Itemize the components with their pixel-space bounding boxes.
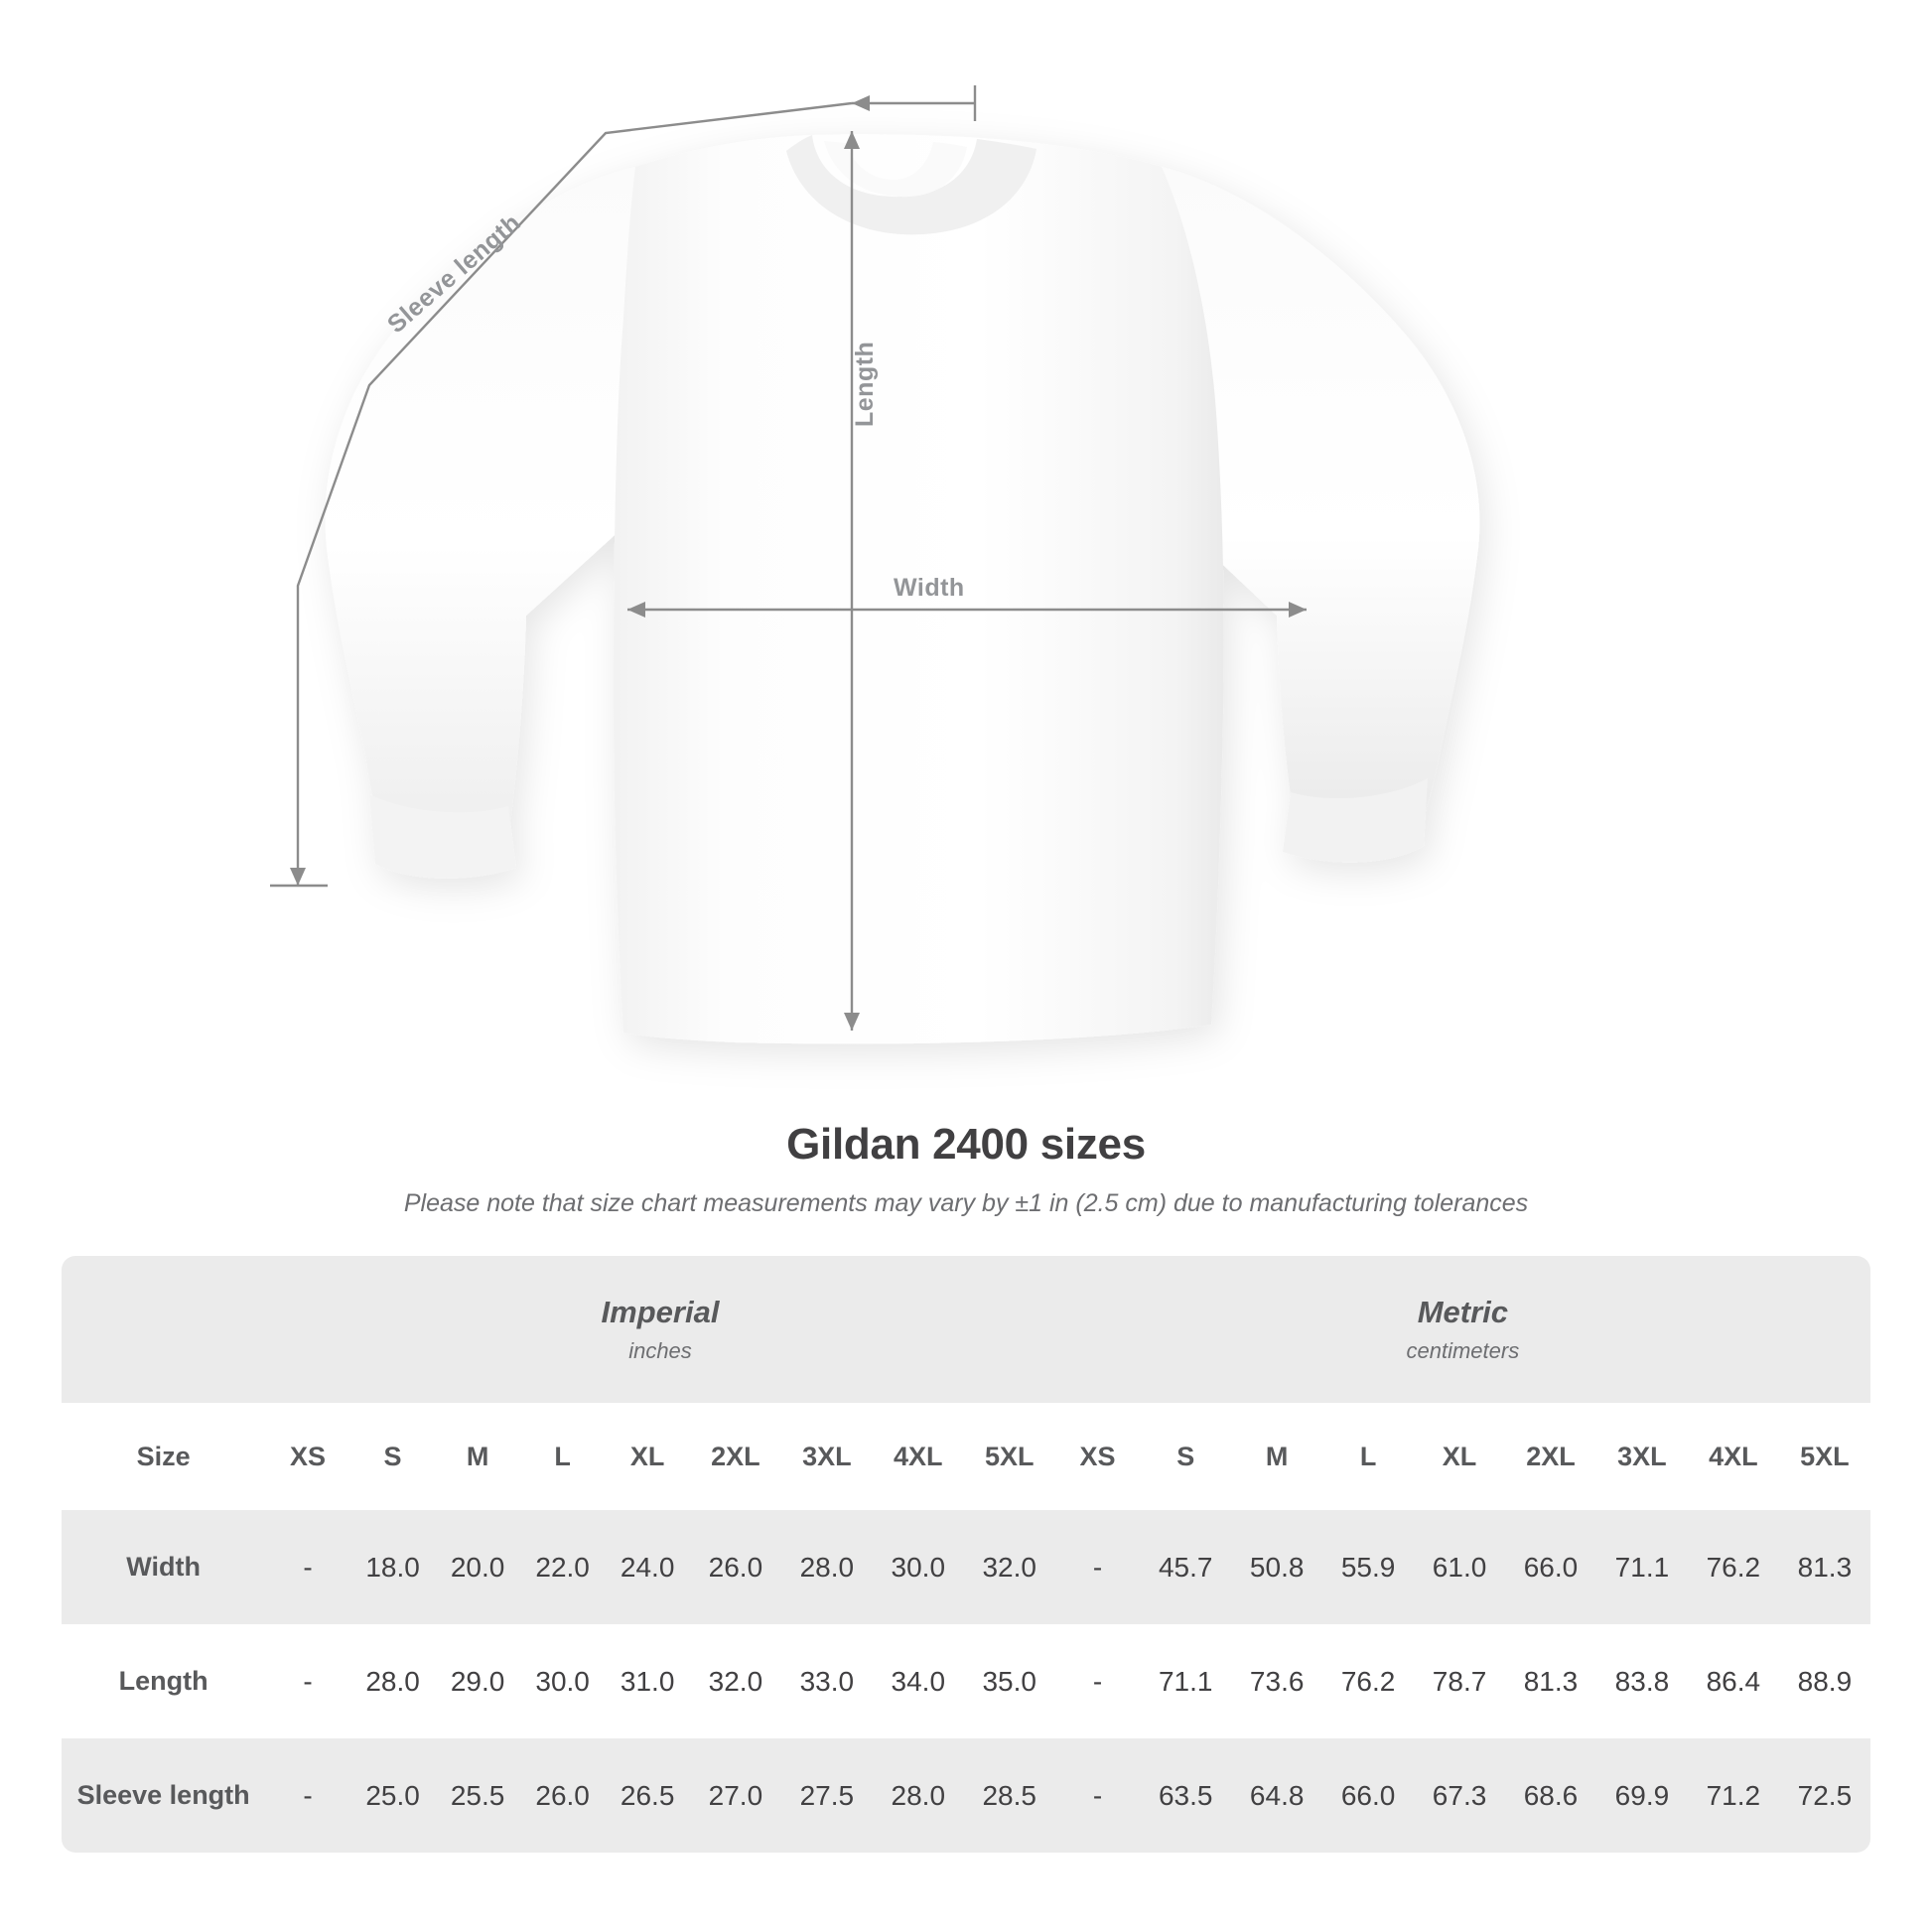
cell-length-metric-4xl: 86.4 [1688,1624,1779,1738]
cell-sleeve-metric-5xl: 72.5 [1779,1738,1870,1853]
cell-sleeve-metric-m: 64.8 [1231,1738,1322,1853]
cell-width-metric-l: 55.9 [1322,1510,1414,1624]
size-header-metric-2xl: 2XL [1505,1403,1596,1510]
size-header-metric-l: L [1322,1403,1414,1510]
size-header-label: Size [62,1403,265,1510]
cell-sleeve-metric-l: 66.0 [1322,1738,1414,1853]
cell-length-imperial-5xl: 35.0 [964,1624,1055,1738]
cell-width-metric-3xl: 71.1 [1596,1510,1688,1624]
tolerance-note: Please note that size chart measurements may vary by ±1 in (2.5 cm) due to manufacturing tolerances [403,1189,1529,1217]
cell-length-metric-xl: 78.7 [1414,1624,1505,1738]
size-header-imperial-4xl: 4XL [873,1403,964,1510]
title-block [0,1120,1932,1218]
cell-width-metric-m: 50.8 [1231,1510,1322,1624]
cell-sleeve-imperial-m: 25.5 [435,1738,520,1853]
cell-length-metric-m: 73.6 [1231,1624,1322,1738]
cell-width-imperial-m: 20.0 [435,1510,520,1624]
cell-width-metric-4xl: 76.2 [1688,1510,1779,1624]
cell-length-imperial-xl: 31.0 [605,1624,690,1738]
cell-sleeve-imperial-l: 26.0 [520,1738,606,1853]
cell-length-imperial-s: 28.0 [350,1624,436,1738]
size-header-imperial-3xl: 3XL [781,1403,873,1510]
cell-sleeve-imperial-3xl: 27.5 [781,1738,873,1853]
size-header-imperial-xl: XL [605,1403,690,1510]
cell-sleeve-imperial-s: 25.0 [350,1738,436,1853]
cell-width-metric-2xl: 66.0 [1505,1510,1596,1624]
unit-group-imperial [265,1256,1054,1403]
cell-width-imperial-s: 18.0 [350,1510,436,1624]
cell-length-imperial-4xl: 34.0 [873,1624,964,1738]
size-header-metric-m: M [1231,1403,1322,1510]
cell-width-imperial-xl: 24.0 [605,1510,690,1624]
size-header-metric-5xl: 5XL [1779,1403,1870,1510]
cell-length-imperial-xs: - [265,1624,350,1738]
cell-length-metric-3xl: 83.8 [1596,1624,1688,1738]
cell-sleeve-imperial-xl: 26.5 [605,1738,690,1853]
cell-sleeve-metric-xs: - [1055,1738,1141,1853]
cell-sleeve-metric-xl: 67.3 [1414,1738,1505,1853]
row-label-length: Length [62,1624,265,1738]
cell-width-metric-xs: - [1055,1510,1141,1624]
unit-header-row [62,1256,1870,1403]
row-label-sleeve-length: Sleeve length [62,1738,265,1853]
unit-group-imperial-name: Imperial [601,1295,720,1329]
unit-group-metric-sub: centimeters [1406,1338,1520,1363]
size-header-metric-s: S [1140,1403,1231,1510]
cell-length-imperial-m: 29.0 [435,1624,520,1738]
size-header-imperial-5xl: 5XL [964,1403,1055,1510]
size-table-wrapper [62,1256,1870,1853]
table-row [62,1738,1870,1853]
size-header-metric-4xl: 4XL [1688,1403,1779,1510]
cell-sleeve-metric-3xl: 69.9 [1596,1738,1688,1853]
width-dimension-label: Width [894,574,965,602]
unit-group-metric [1055,1256,1870,1403]
cell-length-metric-2xl: 81.3 [1505,1624,1596,1738]
size-header-imperial-2xl: 2XL [690,1403,781,1510]
size-header-imperial-xs: XS [265,1403,350,1510]
table-row [62,1510,1870,1624]
cell-width-imperial-3xl: 28.0 [781,1510,873,1624]
cell-width-imperial-4xl: 30.0 [873,1510,964,1624]
unit-group-imperial-sub: inches [628,1338,692,1363]
row-label-width: Width [62,1510,265,1624]
size-header-metric-xl: XL [1414,1403,1505,1510]
cell-length-metric-s: 71.1 [1140,1624,1231,1738]
cell-sleeve-imperial-4xl: 28.0 [873,1738,964,1853]
size-header-metric-3xl: 3XL [1596,1403,1688,1510]
cell-width-imperial-2xl: 26.0 [690,1510,781,1624]
cell-sleeve-metric-s: 63.5 [1140,1738,1231,1853]
cell-sleeve-imperial-xs: - [265,1738,350,1853]
size-header-row [62,1403,1870,1510]
cell-length-imperial-l: 30.0 [520,1624,606,1738]
sleeve-length-dimension-label: Sleeve length [382,207,526,340]
cell-width-imperial-5xl: 32.0 [964,1510,1055,1624]
cell-sleeve-imperial-2xl: 27.0 [690,1738,781,1853]
cell-length-metric-5xl: 88.9 [1779,1624,1870,1738]
cell-sleeve-metric-4xl: 71.2 [1688,1738,1779,1853]
length-dimension-label: Length [851,341,879,427]
cell-length-metric-l: 76.2 [1322,1624,1414,1738]
cell-sleeve-imperial-5xl: 28.5 [964,1738,1055,1853]
size-header-imperial-m: M [435,1403,520,1510]
size-header-metric-xs: XS [1055,1403,1141,1510]
cell-width-imperial-l: 22.0 [520,1510,606,1624]
cell-sleeve-metric-2xl: 68.6 [1505,1738,1596,1853]
unit-group-metric-name: Metric [1417,1295,1509,1329]
size-table [62,1256,1870,1853]
page-title: Gildan 2400 sizes [786,1120,1146,1169]
cell-width-metric-5xl: 81.3 [1779,1510,1870,1624]
cell-length-imperial-2xl: 32.0 [690,1624,781,1738]
size-header-imperial-s: S [350,1403,436,1510]
cell-length-imperial-3xl: 33.0 [781,1624,873,1738]
size-header-imperial-l: L [520,1403,606,1510]
cell-width-imperial-xs: - [265,1510,350,1624]
unit-header-spacer [62,1256,265,1403]
table-row [62,1624,1870,1738]
cell-width-metric-s: 45.7 [1140,1510,1231,1624]
cell-length-metric-xs: - [1055,1624,1141,1738]
cell-width-metric-xl: 61.0 [1414,1510,1505,1624]
